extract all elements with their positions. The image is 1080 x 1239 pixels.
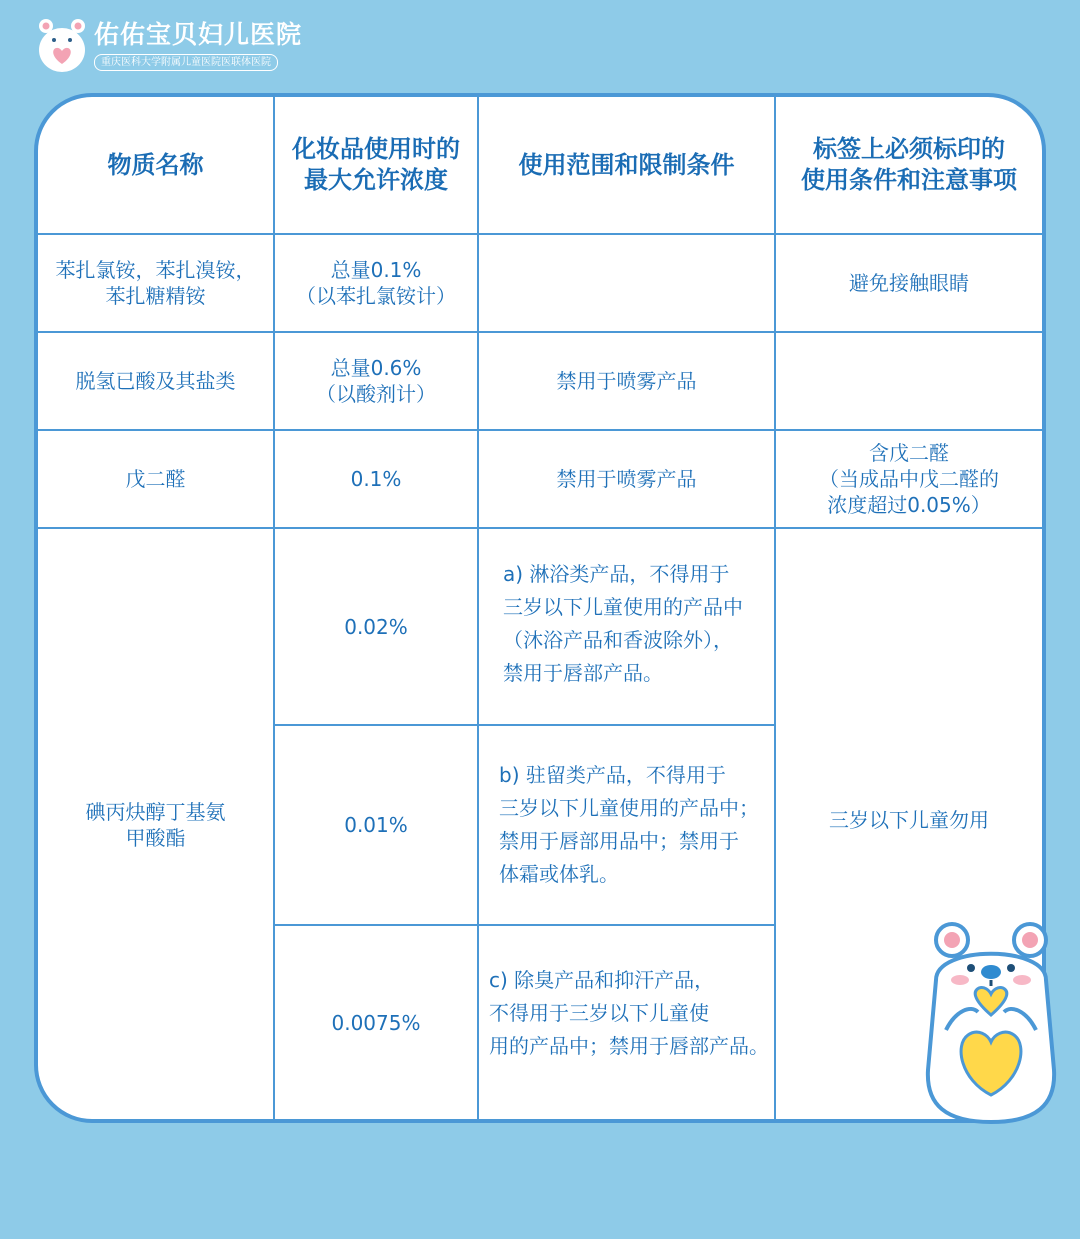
group-sub-a-usage-scope: a) 淋浴类产品，不得用于 三岁以下儿童使用的产品中 （沐浴产品和香波除外）， 禁用于唇部产品。 [479,529,776,726]
hospital-subtitle: 重庆医科大学附属儿童医院医联体医院 [94,54,278,71]
group-substance-name: 碘丙炔醇丁基氨 甲酸酯 [38,529,275,1120]
hospital-logo [36,16,302,74]
row1-substance-name: 苯扎氯铵，苯扎溴铵， 苯扎糖精铵 [38,235,275,333]
row3-concentration: 0.1% [275,431,479,529]
group-label-warning: 三岁以下儿童勿用 [829,807,989,832]
row3-label-warning: 含戊二醛 （当成品中戊二醛的 浓度超过0.05%） [776,431,1042,529]
table-card [34,93,1046,1123]
row2-concentration: 总量0.6% （以酸剂计） [275,333,479,431]
row3-substance-name: 戊二醛 [38,431,275,529]
group-sub-a-concentration: 0.02% [275,529,479,726]
row3-usage-scope: 禁用于喷雾产品 [479,431,776,529]
hospital-name: 佑佑宝贝妇儿医院 [94,19,303,49]
regulation-table [38,97,1042,1119]
row2-substance-name: 脱氢已酸及其盐类 [38,333,275,431]
row1-label-warning: 避免接触眼睛 [776,235,1042,333]
row2-label-warning [776,333,1042,431]
header-label-warnings: 标签上必须标印的 使用条件和注意事项 [776,97,1042,235]
group-sub-b-concentration: 0.01% [275,726,479,926]
row1-usage-scope [479,235,776,333]
group-sub-b-usage-scope: b) 驻留类产品，不得用于 三岁以下儿童使用的产品中； 禁用于唇部用品中；禁用于 体霜或体乳。 [479,726,776,926]
group-sub-c-concentration: 0.0075% [275,926,479,1120]
header-max-concentration: 化妆品使用时的 最大允许浓度 [275,97,479,235]
bear-mascot-icon [916,920,1066,1130]
row1-concentration: 总量0.1% （以苯扎氯铵计） [275,235,479,333]
row2-usage-scope: 禁用于喷雾产品 [479,333,776,431]
header-substance-name: 物质名称 [38,97,275,235]
group-sub-c-usage-scope: c) 除臭产品和抑汗产品， 不得用于三岁以下儿童使 用的产品中；禁用于唇部产品。 [479,926,776,1120]
bear-logo-icon [36,16,88,74]
header-usage-scope: 使用范围和限制条件 [479,97,776,235]
